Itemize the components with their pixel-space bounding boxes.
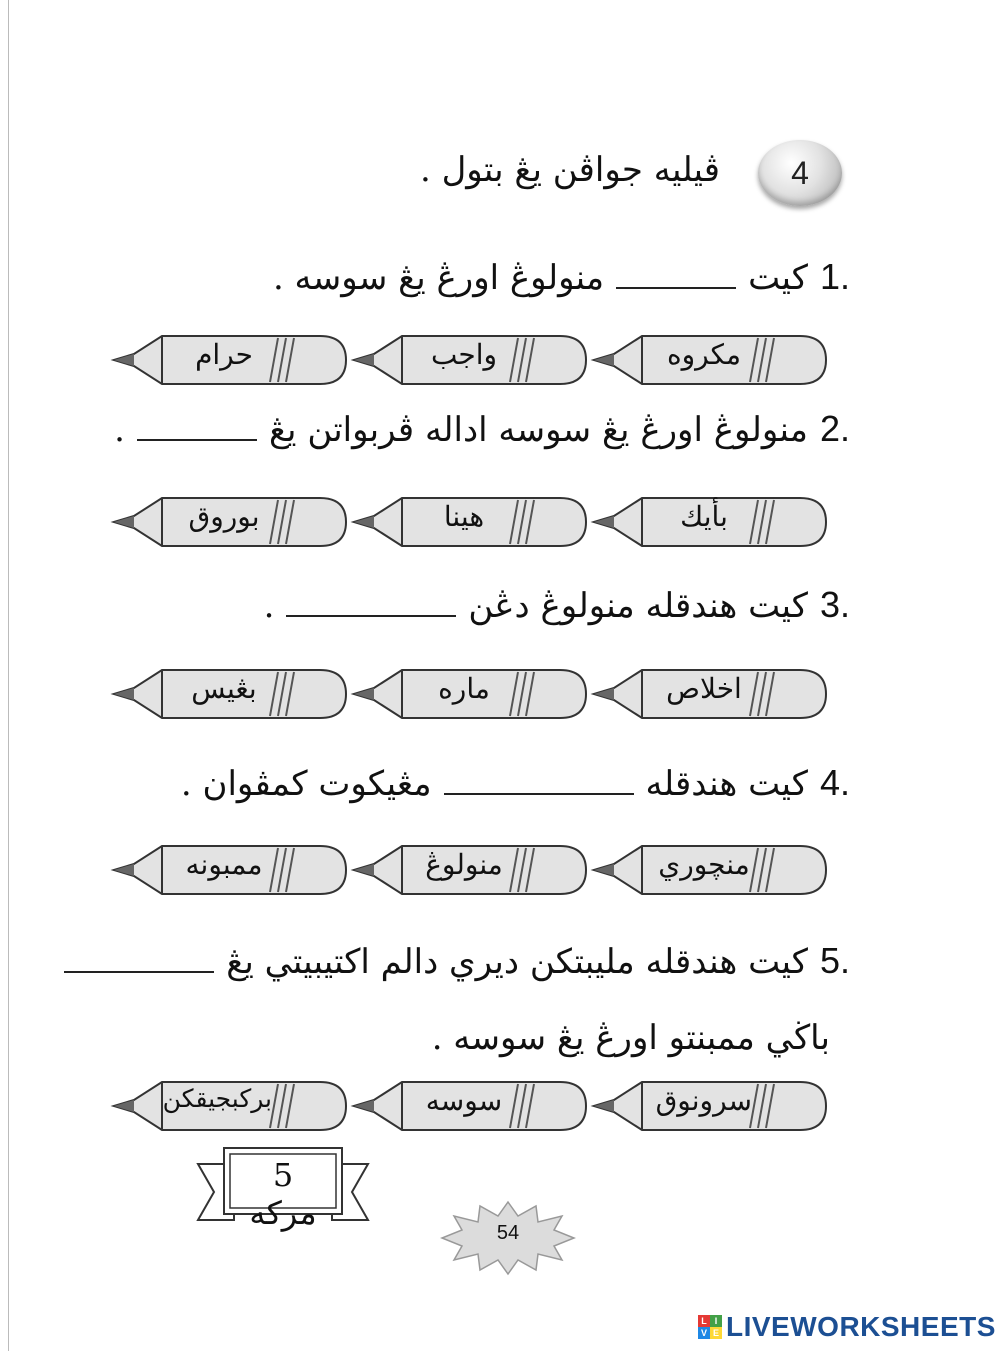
- option-pencil[interactable]: [110, 838, 350, 902]
- question-number: 3.: [819, 584, 850, 625]
- option-pencil[interactable]: [350, 662, 590, 726]
- option-label: ماره: [438, 672, 490, 705]
- answer-blank[interactable]: [137, 438, 257, 441]
- exercise-number: 4: [791, 154, 809, 191]
- option-pencil[interactable]: [110, 328, 350, 392]
- question-3: [264, 584, 850, 626]
- option-pencil[interactable]: [110, 1074, 350, 1138]
- option-pencil[interactable]: [350, 328, 590, 392]
- instruction-text: ڤيليه جواڤن يڠ بتول .: [419, 150, 720, 190]
- option-label: سوسه: [425, 1084, 503, 1117]
- liveworksheets-brand[interactable]: [698, 1312, 996, 1342]
- option-label: حرام: [195, 338, 253, 371]
- option-label: سرونوق: [655, 1084, 752, 1117]
- answer-blank[interactable]: [444, 792, 634, 795]
- option-label: اخلاص: [666, 672, 742, 705]
- option-pencil[interactable]: [590, 328, 830, 392]
- option-label: ممبونه: [185, 848, 263, 881]
- options-row-1: [110, 328, 830, 392]
- page-number: 54: [496, 1222, 520, 1244]
- question-text-part: منولوڠ اورڠ يڠ سوسه .: [272, 258, 605, 298]
- option-pencil[interactable]: [590, 1074, 830, 1138]
- answer-blank[interactable]: [64, 970, 214, 973]
- option-label: منولوڠ: [425, 848, 503, 881]
- option-label: مكروه: [666, 338, 742, 371]
- option-label: بڠيس: [191, 672, 257, 705]
- question-number: 1.: [819, 256, 850, 297]
- option-pencil[interactable]: [590, 662, 830, 726]
- answer-blank[interactable]: [616, 286, 736, 289]
- options-row-3: [110, 662, 830, 726]
- question-2: [114, 408, 850, 450]
- option-label: بوروق: [188, 500, 260, 533]
- option-pencil[interactable]: [110, 490, 350, 554]
- option-pencil[interactable]: [350, 1074, 590, 1138]
- option-pencil[interactable]: [350, 838, 590, 902]
- question-number: 5.: [819, 940, 850, 981]
- option-label: هينا: [443, 500, 485, 533]
- option-label: منچوري: [658, 848, 750, 881]
- exercise-number-badge: [758, 140, 842, 206]
- brand-name: LIVEWORKSHEETS: [726, 1311, 996, 1342]
- question-4: [181, 762, 850, 804]
- question-5-line-2: باڬي ممبنتو اورڠ يڠ سوسه .: [431, 1018, 830, 1058]
- answer-blank[interactable]: [286, 614, 456, 617]
- question-5: [64, 940, 850, 982]
- marks-banner: [196, 1144, 370, 1232]
- options-row-4: [110, 838, 830, 902]
- liveworksheets-logo-icon: L I V E: [698, 1315, 722, 1339]
- question-text-part: مڠيكوت كمڤوان .: [180, 764, 432, 804]
- option-pencil[interactable]: [110, 662, 350, 726]
- option-label: واجب: [430, 338, 498, 371]
- option-pencil[interactable]: [350, 490, 590, 554]
- option-pencil[interactable]: [590, 838, 830, 902]
- question-text-part: .: [263, 586, 275, 626]
- question-text-part: كيت: [748, 258, 808, 298]
- page-edge-line: [8, 0, 9, 1351]
- option-label: بأيك: [680, 500, 728, 533]
- question-text-part: منولوڠ اورڠ يڠ سوسه اداله ڤربواتن يڠ: [268, 410, 808, 450]
- question-text-part: كيت هندقله: [645, 764, 808, 804]
- options-row-2: [110, 490, 830, 554]
- options-row-5: [110, 1074, 830, 1138]
- question-text-part: كيت هندقله مليبتكن ديري دالم اكتيبيتي يڠ: [226, 942, 808, 982]
- question-1: [273, 256, 850, 298]
- option-pencil[interactable]: [590, 490, 830, 554]
- question-text-part: .: [114, 410, 125, 450]
- question-text-part: كيت هندقله منولوڠ دڠن: [468, 586, 808, 626]
- question-number: 4.: [819, 762, 850, 803]
- marks-label: 5 مركه: [249, 1156, 317, 1232]
- option-label: بركبجيقكن: [162, 1084, 272, 1113]
- question-number: 2.: [819, 408, 850, 449]
